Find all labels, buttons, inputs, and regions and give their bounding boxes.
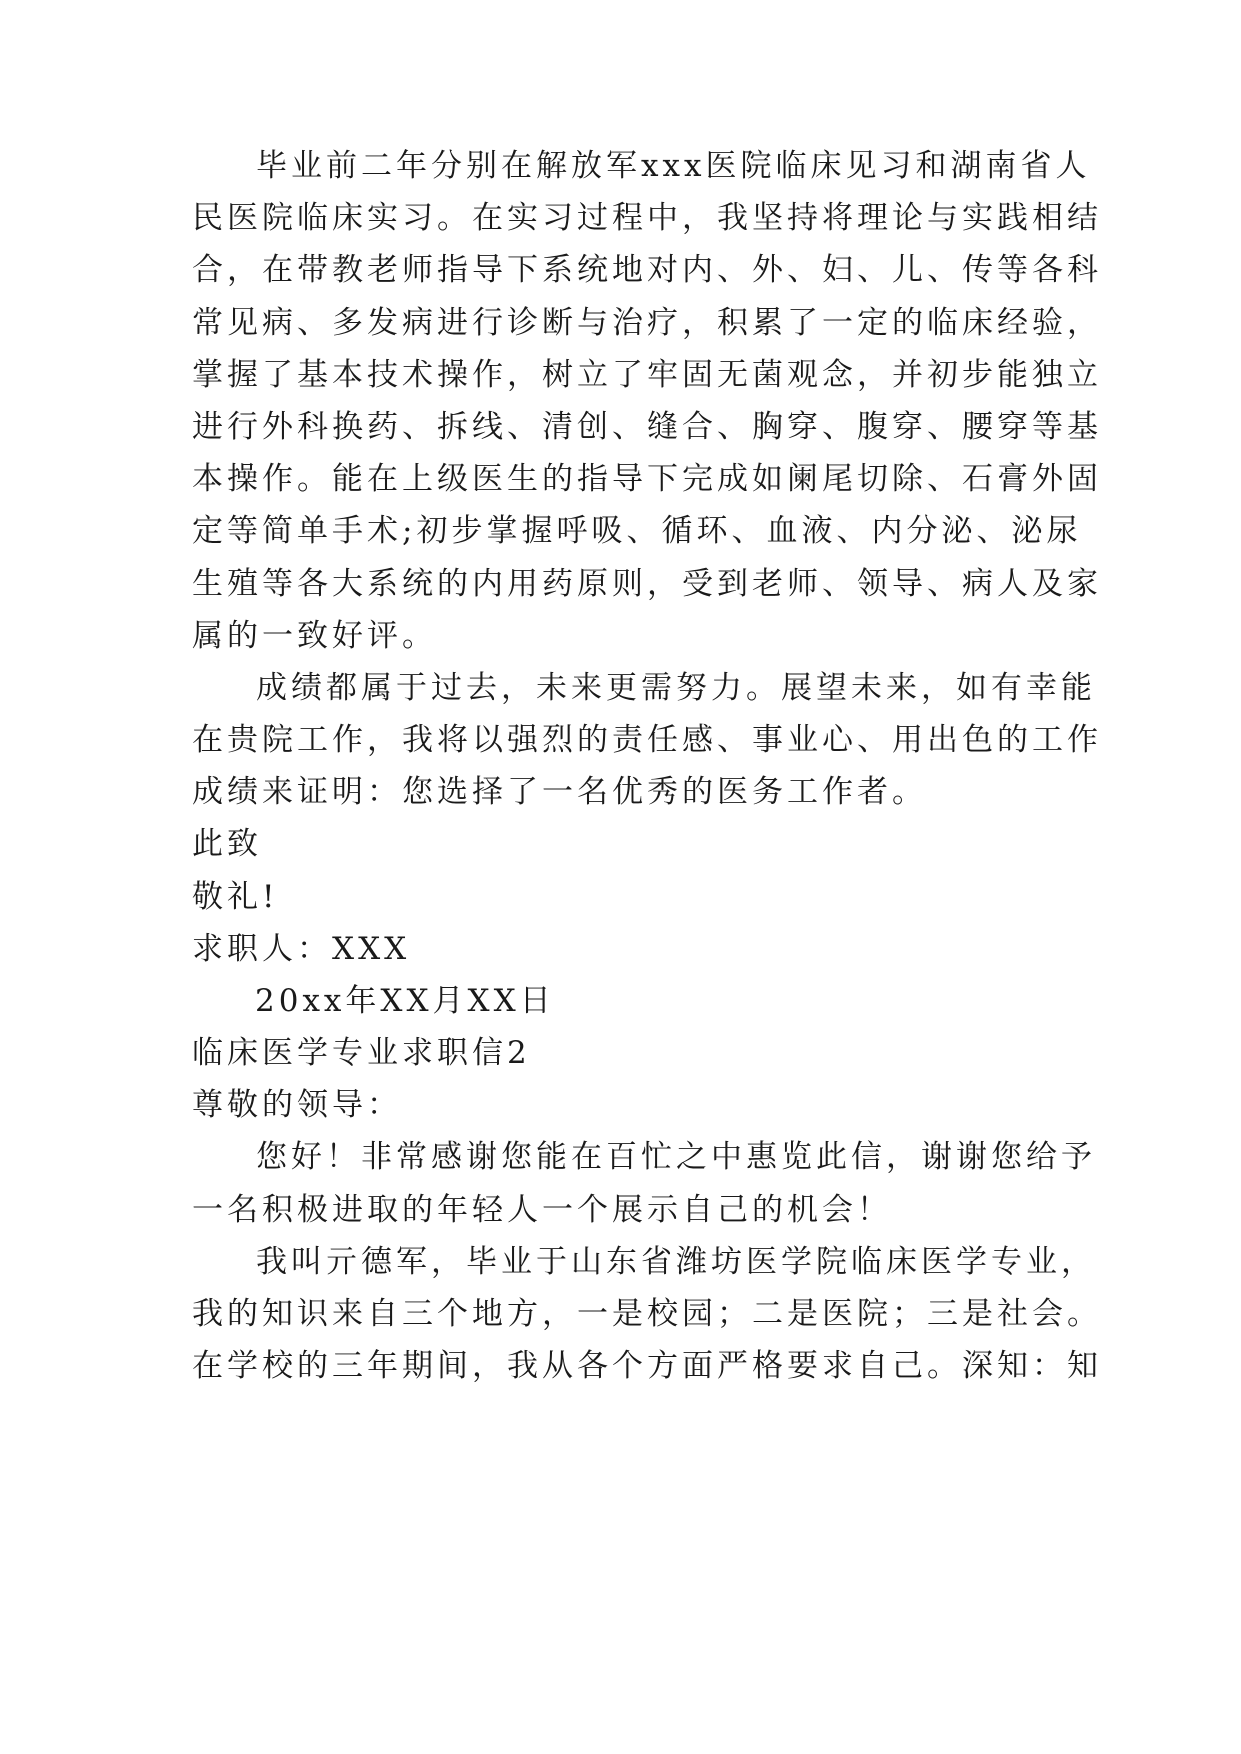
paragraph-line: 常见病、多发病进行诊断与治疗，积累了一定的临床经验， — [192, 305, 1102, 341]
paragraph-line: 生殖等各大系统的内用药原则，受到老师、领导、病人及家 — [192, 566, 1102, 602]
closing-line: 此致 — [192, 826, 262, 862]
paragraph-line: 成绩来证明：您选择了一名优秀的医务工作者。 — [192, 774, 927, 810]
date-line: 20xx年XX月XX日 — [255, 983, 555, 1019]
paragraph-line: 在贵院工作，我将以强烈的责任感、事业心、用出色的工作 — [192, 722, 1102, 758]
paragraph-line: 我叫亓德军，毕业于山东省潍坊医学院临床医学专业， — [256, 1244, 1096, 1280]
paragraph-line: 民医院临床实习。在实习过程中，我坚持将理论与实践相结 — [192, 200, 1102, 236]
paragraph-line: 一名积极进取的年轻人一个展示自己的机会！ — [192, 1192, 892, 1228]
paragraph-line: 掌握了基本技术操作，树立了牢固无菌观念，并初步能独立 — [192, 357, 1102, 393]
salutation-line: 尊敬的领导： — [192, 1087, 402, 1123]
paragraph-line: 您好！非常感谢您能在百忙之中惠览此信，谢谢您给予 — [256, 1139, 1096, 1175]
section-title: 临床医学专业求职信2 — [192, 1035, 531, 1071]
applicant-line: 求职人：XXX — [192, 931, 411, 967]
paragraph-line: 在学校的三年期间，我从各个方面严格要求自己。深知：知 — [192, 1348, 1102, 1384]
closing-salute: 敬礼! — [192, 879, 279, 915]
paragraph-line: 我的知识来自三个地方，一是校园；二是医院；三是社会。 — [192, 1296, 1102, 1332]
paragraph-line: 进行外科换药、拆线、清创、缝合、胸穿、腹穿、腰穿等基 — [192, 409, 1102, 445]
paragraph-line: 定等简单手术;初步掌握呼吸、循环、血液、内分泌、泌尿 — [192, 513, 1082, 549]
paragraph-line: 合，在带教老师指导下系统地对内、外、妇、儿、传等各科 — [192, 252, 1102, 288]
paragraph-line: 属的一致好评。 — [192, 618, 437, 654]
paragraph-line: 成绩都属于过去，未来更需努力。展望未来，如有幸能 — [256, 670, 1096, 706]
paragraph-line: 本操作。能在上级医生的指导下完成如阑尾切除、石膏外固 — [192, 461, 1102, 497]
paragraph-line: 毕业前二年分别在解放军xxx医院临床见习和湖南省人 — [256, 148, 1091, 184]
